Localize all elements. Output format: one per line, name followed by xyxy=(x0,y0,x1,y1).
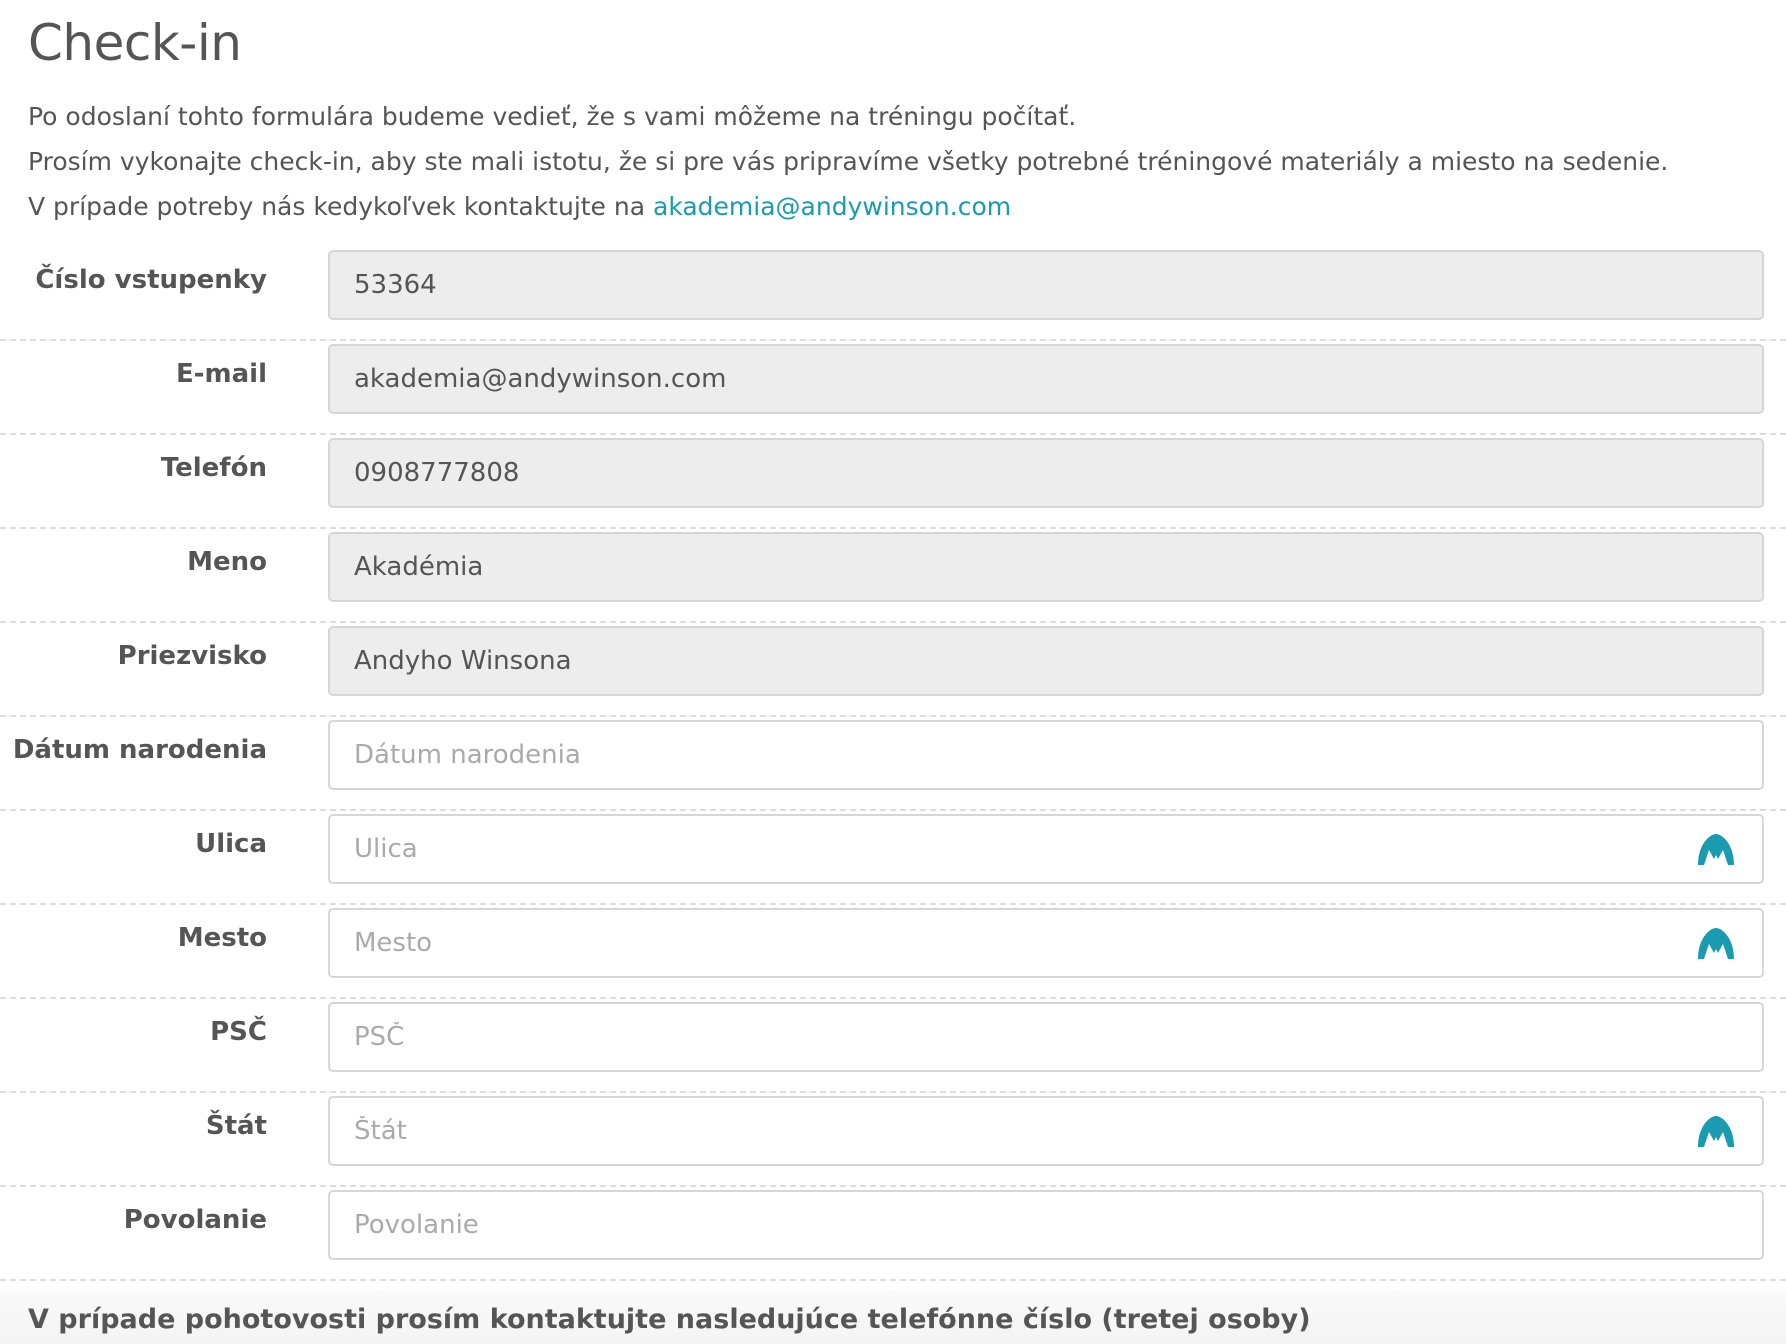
ticket-number-field[interactable] xyxy=(328,250,1764,320)
form-row-email xyxy=(0,342,1786,435)
form-row-occupation xyxy=(0,1188,1786,1281)
form-row-city xyxy=(0,906,1786,999)
form-row-last-name xyxy=(0,624,1786,717)
city-label: Mesto xyxy=(177,923,267,953)
emergency-contact-heading: V prípade pohotovosti prosím kontaktujte nasledujúce telefónne číslo (tretej osoby) xyxy=(28,1304,1311,1335)
city-field[interactable] xyxy=(328,908,1764,978)
birth-date-label: Dátum narodenia xyxy=(12,735,267,765)
autofill-icon[interactable] xyxy=(1696,832,1736,866)
intro-text xyxy=(28,94,1768,229)
form-row-first-name xyxy=(0,530,1786,623)
street-field[interactable] xyxy=(328,814,1764,884)
intro-line-2: Prosím vykonajte check-in, aby ste mali istotu, že si pre vás pripravíme všetky potrebné tréningové materiály a miesto na sedenie. xyxy=(28,147,1669,176)
intro-line-3 xyxy=(28,184,1768,229)
first-name-field[interactable] xyxy=(328,532,1764,602)
street-label: Ulica xyxy=(195,829,267,859)
form-row-street xyxy=(0,812,1786,905)
country-label: Štát xyxy=(205,1111,267,1141)
check-in-form xyxy=(0,248,1786,1282)
form-row-ticket xyxy=(0,248,1786,341)
occupation-label: Povolanie xyxy=(123,1205,267,1235)
intro-line-3-prefix: V prípade potreby nás kedykoľvek kontaktujte na xyxy=(28,192,653,221)
country-field[interactable] xyxy=(328,1096,1764,1166)
email-field[interactable] xyxy=(328,344,1764,414)
autofill-icon[interactable] xyxy=(1696,926,1736,960)
ticket-label: Číslo vstupenky xyxy=(35,265,267,295)
last-name-field[interactable] xyxy=(328,626,1764,696)
emergency-contact-section xyxy=(0,1290,1786,1344)
zip-label: PSČ xyxy=(210,1017,267,1047)
zip-field[interactable] xyxy=(328,1002,1764,1072)
page-title: Check-in xyxy=(28,14,242,72)
intro-line-1: Po odoslaní tohto formulára budeme vedieť, že s vami môžeme na tréningu počítať. xyxy=(28,102,1077,131)
form-row-zip xyxy=(0,1000,1786,1093)
email-label: E-mail xyxy=(175,359,267,389)
contact-email-link[interactable]: akademia@andywinson.com xyxy=(653,192,1012,221)
phone-field[interactable] xyxy=(328,438,1764,508)
form-row-country xyxy=(0,1094,1786,1187)
phone-label: Telefón xyxy=(160,453,267,483)
autofill-icon[interactable] xyxy=(1696,1114,1736,1148)
first-name-label: Meno xyxy=(187,547,267,577)
form-row-phone xyxy=(0,436,1786,529)
occupation-field[interactable] xyxy=(328,1190,1764,1260)
last-name-label: Priezvisko xyxy=(117,641,267,671)
form-row-birth-date xyxy=(0,718,1786,811)
birth-date-field[interactable] xyxy=(328,720,1764,790)
